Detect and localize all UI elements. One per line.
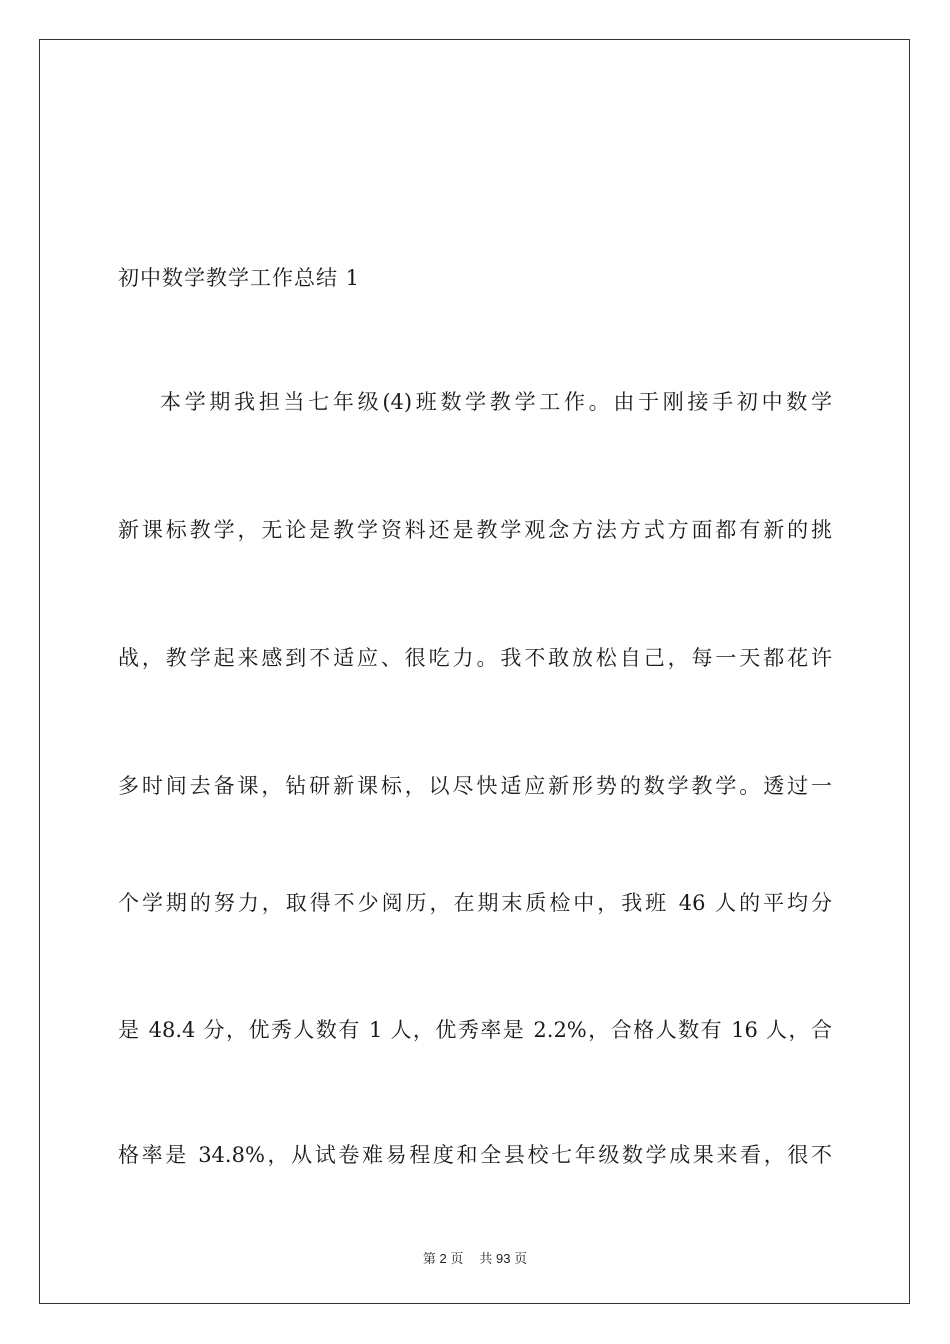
page-total: 共 93 页 [479,1251,528,1266]
paragraph-line-4: 多时间去备课，钻研新课标，以尽快适应新形势的数学教学。透过一 [118,774,832,798]
paragraph-line-7: 格率是 34.8%，从试卷难易程度和全县校七年级数学成果来看，很不 [118,1143,832,1167]
document-title: 初中数学教学工作总结 1 [118,266,361,290]
paragraph-line-6: 是 48.4 分，优秀人数有 1 人，优秀率是 2.2%，合格人数有 16 人，合 [118,1018,832,1042]
paragraph-line-5: 个学期的努力，取得不少阅历，在期末质检中，我班 46 人的平均分 [118,891,832,915]
paragraph-line-1: 本学期我担当七年级(4)班数学教学工作。由于刚接手初中数学 [160,390,832,414]
page-number: 第 2 页 [422,1251,464,1266]
page-footer [0,1248,950,1267]
paragraph-line-2: 新课标教学，无论是教学资料还是教学观念方法方式方面都有新的挑 [118,518,832,542]
paragraph-line-3: 战，教学起来感到不适应、很吃力。我不敢放松自己，每一天都花许 [118,646,832,670]
